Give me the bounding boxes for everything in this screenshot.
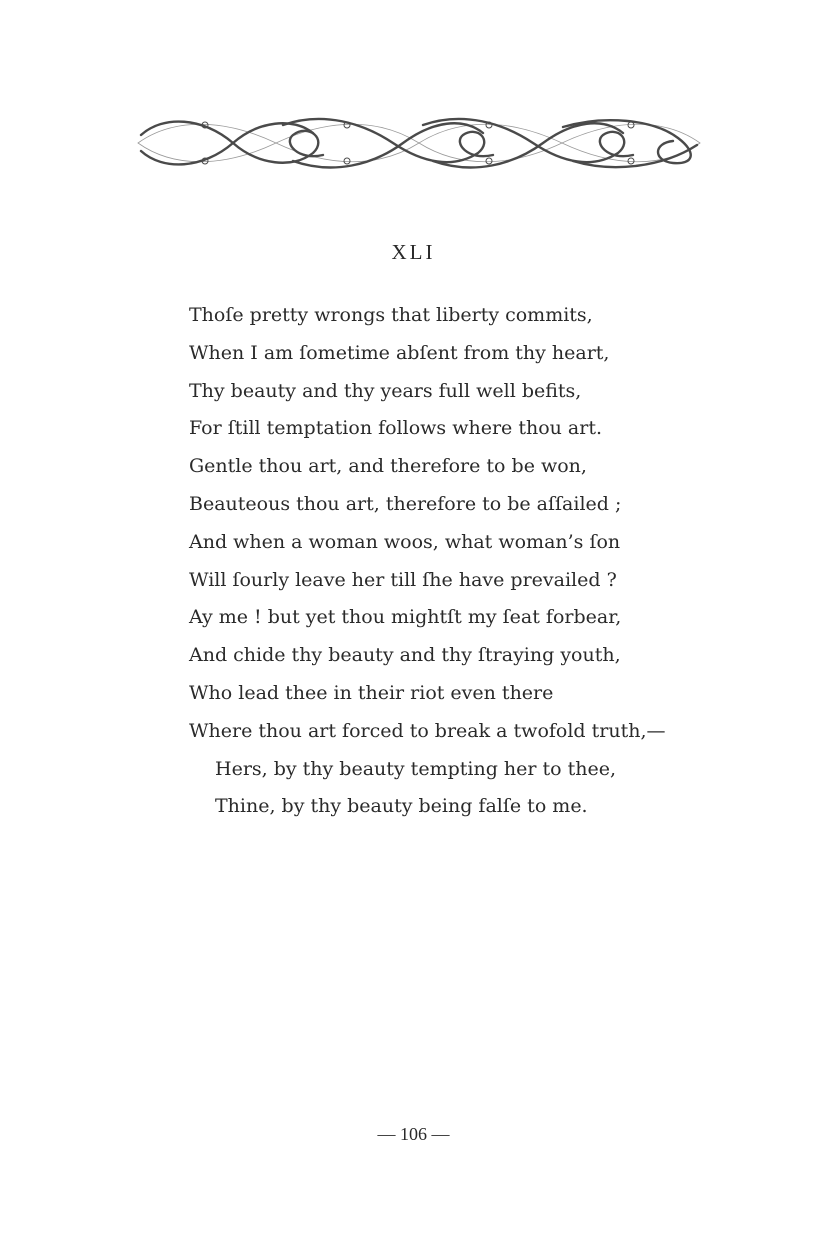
couplet-line: Hers, by thy beauty tempting her to thee, — [215, 757, 617, 780]
poem-body — [189, 297, 666, 826]
flourish-ornament-icon — [133, 113, 705, 173]
poem-line: Thoſe pretty wrongs that liberty commits, — [189, 304, 593, 326]
poem-line: Ay me ! but yet thou mightſt my ſeat forbear, — [189, 606, 622, 629]
sonnet-number: XLI — [391, 240, 436, 264]
couplet-line: Thine, by thy beauty being falſe to me. — [215, 795, 588, 818]
poem-line: And chide thy beauty and thy ſtraying youth, — [189, 644, 621, 667]
poem-line: Gentle thou art, and therefore to be won, — [189, 455, 587, 478]
poem-line: Where thou art forced to break a twofold truth,— — [189, 719, 666, 742]
page-number: — 106 — — [377, 1124, 450, 1144]
poem-line: When I am ſometime abſent from thy heart, — [189, 341, 610, 364]
poem-line: Will ſourly leave her till ſhe have prevailed ? — [189, 568, 617, 591]
poem-line: For ſtill temptation follows where thou art. — [189, 417, 602, 440]
poem-line: And when a woman woos, what woman’s ſon — [189, 530, 621, 553]
poem-line: Thy beauty and thy years full well befits, — [189, 379, 582, 402]
poem-line: Beauteous thou art, therefore to be aſſailed ; — [189, 492, 622, 515]
poem-line: Who lead thee in their riot even there — [189, 681, 554, 704]
